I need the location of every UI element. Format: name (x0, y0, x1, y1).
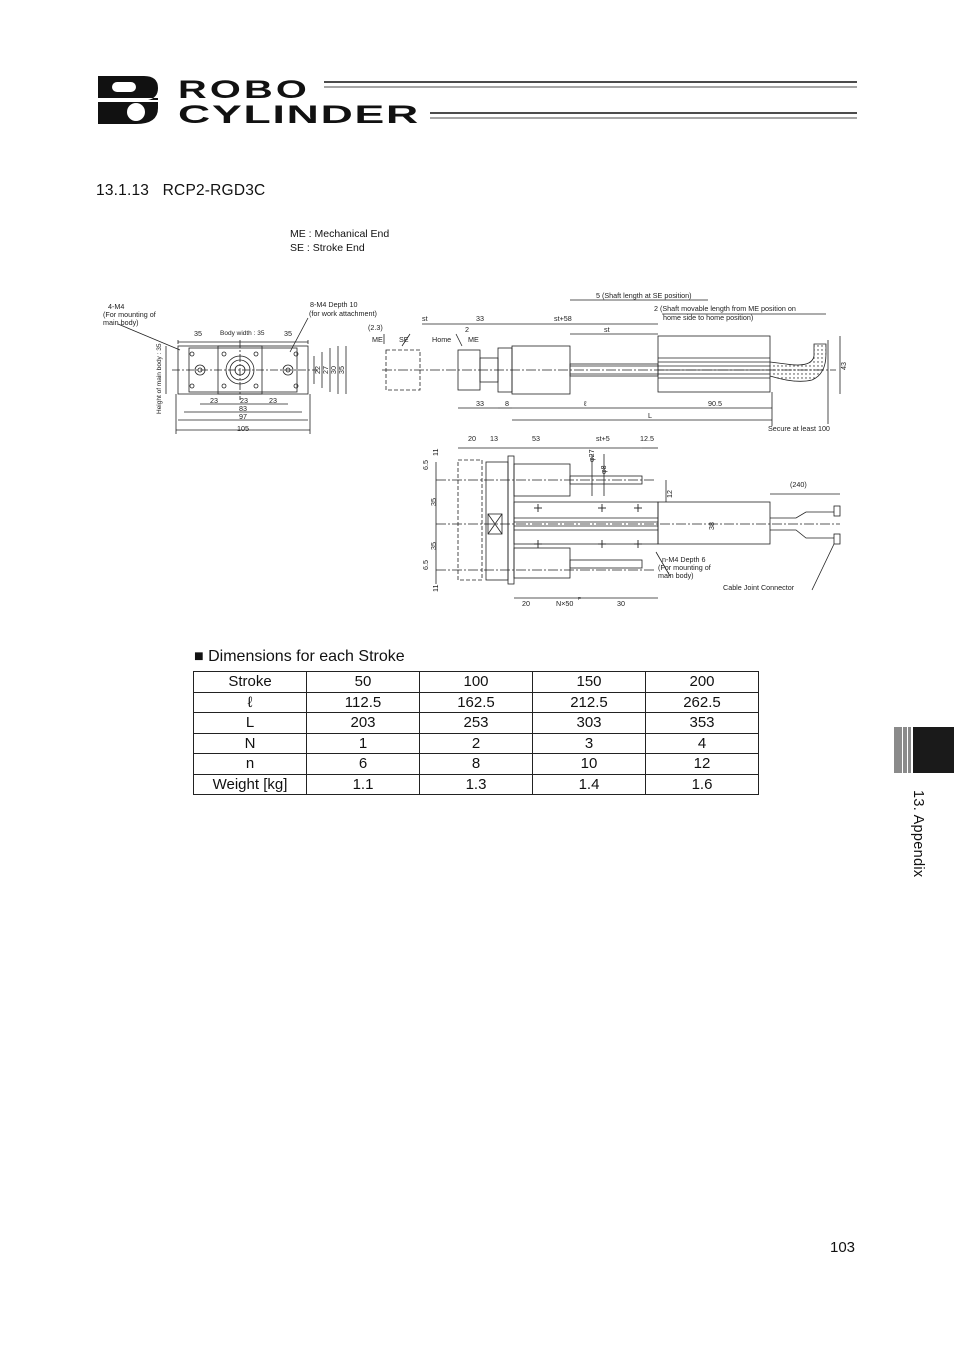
table-cell: 50 (307, 672, 420, 693)
table-cell: 3 (533, 733, 646, 754)
table-row (194, 754, 759, 775)
lbl-for-mounting-2: (For mounting of (658, 563, 711, 572)
lbl-33-a: 33 (476, 314, 484, 323)
page-number: 103 (830, 1239, 856, 1256)
lbl-nx50: N×50 (556, 599, 574, 608)
legend-se: SE : Stroke End (290, 242, 365, 254)
table-cell: 1 (307, 733, 420, 754)
table-cell: 4 (646, 733, 759, 754)
lbl-23-b: 23 (240, 396, 248, 405)
lbl-30: 30 (329, 366, 338, 374)
lbl-main-body-2: main body) (658, 571, 694, 580)
lbl-4m4: 4-M4 (108, 302, 125, 311)
lbl-shaft-move-1: 2 (Shaft movable length from ME position on (654, 304, 796, 313)
table-cell: 112.5 (307, 692, 420, 713)
lbl-phi27: φ27 (587, 449, 596, 462)
table-cell: 8 (420, 754, 533, 775)
table-row (194, 733, 759, 754)
lbl-phi8: φ8 (599, 465, 608, 474)
lbl-st-a: st (422, 314, 428, 323)
lbl-me-a: ME (372, 335, 383, 344)
lbl-shaft-move-2: home side to home position) (663, 313, 754, 322)
lbl-2: 2 (465, 325, 469, 334)
lbl-11-b: 11 (431, 584, 440, 592)
table-cell: 200 (646, 672, 759, 693)
table-row (194, 692, 759, 713)
top-view (436, 448, 840, 598)
table-heading: ■ Dimensions for each Stroke (194, 648, 405, 665)
lbl-90-5: 90.5 (708, 399, 722, 408)
table-cell: 303 (533, 713, 646, 734)
table-cell: 100 (420, 672, 533, 693)
dimensions-table (193, 671, 759, 795)
lbl-23-a: 23 (210, 396, 218, 405)
lbl-end-35-left: 35 (194, 329, 202, 338)
lbl-for-mounting-1: (For mounting of (103, 310, 156, 319)
lbl-11-a: 11 (431, 448, 440, 456)
row-label: Weight [kg] (194, 774, 307, 795)
row-label: n (194, 754, 307, 775)
lbl-35-v: 35 (337, 366, 346, 374)
lbl-cable: Cable Joint Connector (723, 583, 795, 592)
lbl-105: 105 (237, 424, 249, 433)
lbl-38: 38 (707, 522, 716, 530)
table-cell: 1.3 (420, 774, 533, 795)
table-cell: 10 (533, 754, 646, 775)
lbl-23-c: 23 (269, 396, 277, 405)
table-cell: 1.4 (533, 774, 646, 795)
lbl-main-body-1: main body) (103, 318, 139, 327)
table-cell: 2 (420, 733, 533, 754)
lbl-me-b: ME (468, 335, 479, 344)
lbl-83: 83 (239, 404, 247, 413)
lbl-20-a: 20 (468, 434, 476, 443)
table-cell: 1.6 (646, 774, 759, 795)
lbl-33-b: 33 (476, 399, 484, 408)
lbl-27: 27 (321, 366, 330, 374)
table-cell: 162.5 (420, 692, 533, 713)
section-model: RCP2-RGD3C (162, 182, 266, 199)
table-cell: 262.5 (646, 692, 759, 713)
side-view (382, 300, 840, 426)
lbl-12: 12 (665, 490, 674, 498)
table-cell: 212.5 (533, 692, 646, 713)
section-title (96, 182, 265, 200)
lbl-8m4: 8-M4 Depth 10 (310, 300, 358, 309)
lbl-end-35-right: 35 (284, 329, 292, 338)
table-row (194, 774, 759, 795)
lbl-22: 22 (313, 366, 322, 374)
lbl-6-5-a: 6.5 (421, 460, 430, 470)
table-cell: 150 (533, 672, 646, 693)
lbl-body-width: Body width : 35 (220, 330, 265, 337)
legend-me: ME : Mechanical End (290, 228, 390, 240)
lbl-97: 97 (239, 412, 247, 421)
lbl-43: 43 (839, 362, 848, 370)
row-label: L (194, 713, 307, 734)
lbl-ell: ℓ (584, 399, 587, 408)
lbl-35-t1: 35 (429, 498, 438, 506)
table-cell: 353 (646, 713, 759, 734)
table-row (194, 672, 759, 693)
chapter-tab-label: 13. Appendix (910, 790, 926, 878)
lbl-st5: st+5 (596, 434, 610, 443)
row-label: ℓ (194, 692, 307, 713)
chapter-tab-block (894, 727, 954, 773)
row-label: Stroke (194, 672, 307, 693)
lbl-240: (240) (790, 480, 807, 489)
lbl-for-work: (for work attachment) (309, 309, 377, 318)
brand-line1: ROBO (178, 76, 310, 104)
table-cell: 6 (307, 754, 420, 775)
lbl-13: 13 (490, 434, 498, 443)
lbl-6-5-b: 6.5 (421, 560, 430, 570)
lbl-2-3: (2.3) (368, 323, 383, 332)
lbl-st-b: st (604, 325, 610, 334)
table-row (194, 713, 759, 734)
lbl-secure: Secure at least 100 (768, 424, 830, 433)
lbl-height-main-body: Height of main body : 35 (156, 343, 163, 414)
lbl-shaft-se: 5 (Shaft length at SE position) (596, 291, 692, 300)
lbl-se: SE (399, 335, 409, 344)
lbl-12-5: 12.5 (640, 434, 654, 443)
lbl-p-sup: P (578, 596, 582, 601)
lbl-L: L (648, 411, 652, 420)
abbreviation-legend (290, 227, 389, 255)
table-cell: 203 (307, 713, 420, 734)
table-cell: 253 (420, 713, 533, 734)
lbl-st58: st+58 (554, 314, 572, 323)
section-number: 13.1.13 (96, 182, 150, 199)
lbl-35-t2: 35 (429, 542, 438, 550)
lbl-53: 53 (532, 434, 540, 443)
row-label: N (194, 733, 307, 754)
lbl-nm4: n-M4 Depth 6 (662, 555, 706, 564)
lbl-home: Home (432, 335, 452, 344)
dimension-drawing (96, 284, 856, 614)
lbl-8: 8 (505, 399, 509, 408)
brand-line2: CYLINDER (178, 101, 420, 126)
header-rules (0, 0, 954, 140)
lbl-20-b: 20 (522, 599, 530, 608)
lbl-30-b: 30 (617, 599, 625, 608)
table-cell: 12 (646, 754, 759, 775)
table-cell: 1.1 (307, 774, 420, 795)
